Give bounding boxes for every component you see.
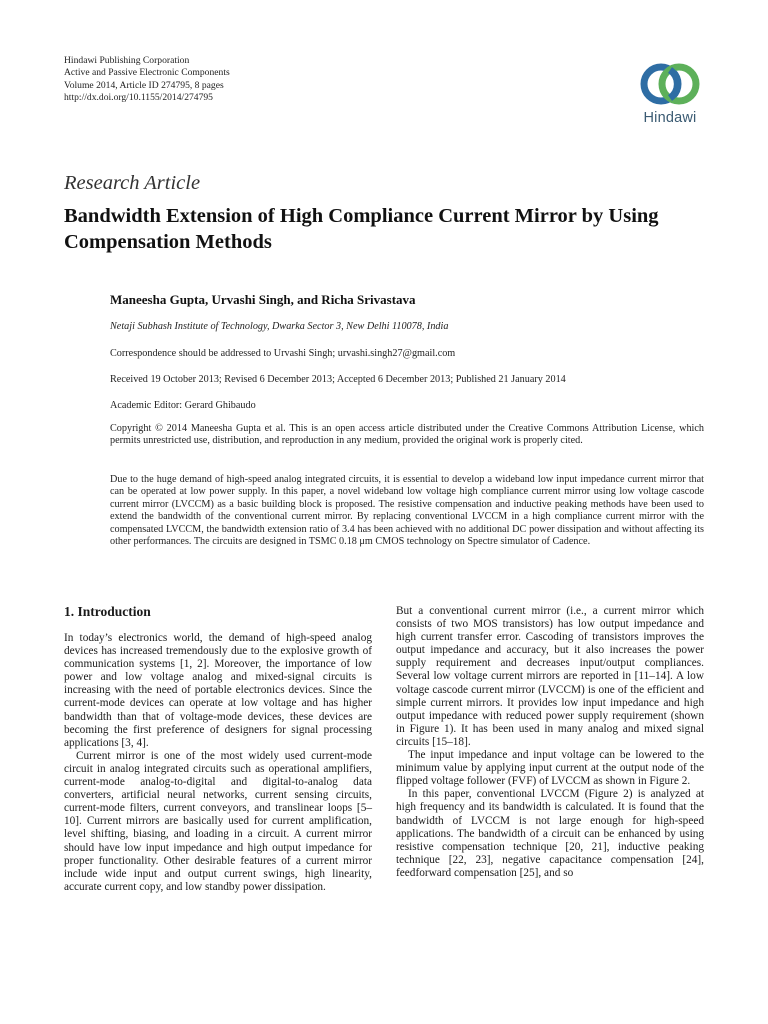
doi-link[interactable]: http://dx.doi.org/10.1155/2014/274795 [64, 92, 213, 104]
body-column-left [64, 604, 372, 894]
affiliation: Netaji Subhash Institute of Technology, Dwarka Sector 3, New Delhi 110078, India [110, 321, 449, 332]
journal-header [64, 55, 230, 105]
copyright-notice: Copyright © 2014 Maneesha Gupta et al. This is an open access article distributed under the Creative Commons Attribution License, which permits unrestricted use, distribution, and reproduction in any medium, provided the original work is properly cited. [110, 423, 704, 447]
paragraph: But a conventional current mirror (i.e., a current mirror which consists of two MOS transistors) has low output impedance and high current transfer error. Cascoding of transistors improves the output impedance and accuracy, but it also increases the power supply requirement and decreases input/output compliances. Several low voltage current mirrors are reported in [11–14]. A low voltage cascode current mirror (LVCCM) is one of the efficient and simple current mirrors. It provides low input impedance and high output impedance with reduced power supply requirement (shown in Figure 1). It has been used in many analog and mixed signal circuits [15–18]. [396, 605, 704, 748]
article-type: Research Article [64, 172, 201, 194]
body-column-right [396, 605, 704, 880]
abstract: Due to the huge demand of high-speed analog integrated circuits, it is essential to develop a wideband low input impedance current mirror that can be operated at low power supply. In this paper, a novel wideband low voltage high compliance current mirror using low voltage cascode current mirror (LVCCM) as a basic building block is proposed. The resistive compensation and inductive peaking methods have been used to extend the bandwidth of the conventional current mirror. By replacing conventional LVCCM in a high compliance current mirror with the compensated LVCCM, the bandwidth extension ratio of 3.4 has been achieved with no additional DC power dissipation and without affecting its other performances. The circuits are designed in TSMC 0.18 μm CMOS technology on Spectre simulator of Cadence. [110, 474, 704, 548]
paragraph: In this paper, conventional LVCCM (Figure 2) is analyzed at high frequency and its bandwidth is calculated. It is found that the bandwidth of LVCCM is not large enough for high-speed applications. The bandwidth of a circuit can be enhanced by using resistive compensation technique [20, 21], inductive peaking technique [22, 23], negative capacitance compensation [24], feedforward compensation [25], and so [396, 788, 704, 879]
journal-name: Active and Passive Electronic Components [64, 67, 230, 79]
publication-dates: Received 19 October 2013; Revised 6 December 2013; Accepted 6 December 2013; Published 21 January 2014 [110, 374, 566, 385]
author-list: Maneesha Gupta, Urvashi Singh, and Richa Srivastava [110, 292, 416, 307]
paragraph: The input impedance and input voltage can be lowered to the minimum value by applying input current at the output node of the flipped voltage follower (FVF) of LVCCM as shown in Figure 2. [396, 749, 704, 788]
academic-editor: Academic Editor: Gerard Ghibaudo [110, 400, 256, 411]
section-heading-introduction: 1. Introduction [64, 604, 151, 619]
hindawi-rings-logo-icon [637, 58, 703, 110]
logo-text: Hindawi [643, 110, 697, 126]
article-title: Bandwidth Extension of High Compliance Current Mirror by Using Compensation Methods [64, 205, 659, 253]
paragraph: Current mirror is one of the most widely used current-mode circuit in analog integrated circuits such as operational amplifiers, current-mode analog-to-digital and digital-to-analog data converters, artificial neural networks, current sensing circuits, current-mode filters, current conveyors, and translinear loops [5–10]. Current mirrors are basically used for current amplification, level shifting, biasing, and loading in a circuit. A current mirror should have low input impedance and high output impedance for proper functionality. Other desirable features of a current mirror include wide input and output current swings, high linearity, accurate current copy, and low standby power dissipation. [64, 749, 372, 893]
hindawi-logo[interactable] [632, 58, 708, 130]
volume-info: Volume 2014, Article ID 274795, 8 pages [64, 79, 224, 91]
correspondence: Correspondence should be addressed to Urvashi Singh; urvashi.singh27@gmail.com [110, 348, 456, 359]
paragraph: In today’s electronics world, the demand of high-speed analog devices has increased tremendously due to the explosive growth of communication systems [1, 2]. Moreover, the importance of low power and low voltage analog and mixed-signal circuits is increasing with the need of portable electronics devices. Since the current-mode devices can operate at low voltage and has higher bandwidth than that of voltage-mode devices, these devices are becoming the first preference of designers for signal processing applications [3, 4]. [64, 632, 372, 749]
publisher-name: Hindawi Publishing Corporation [64, 55, 190, 66]
